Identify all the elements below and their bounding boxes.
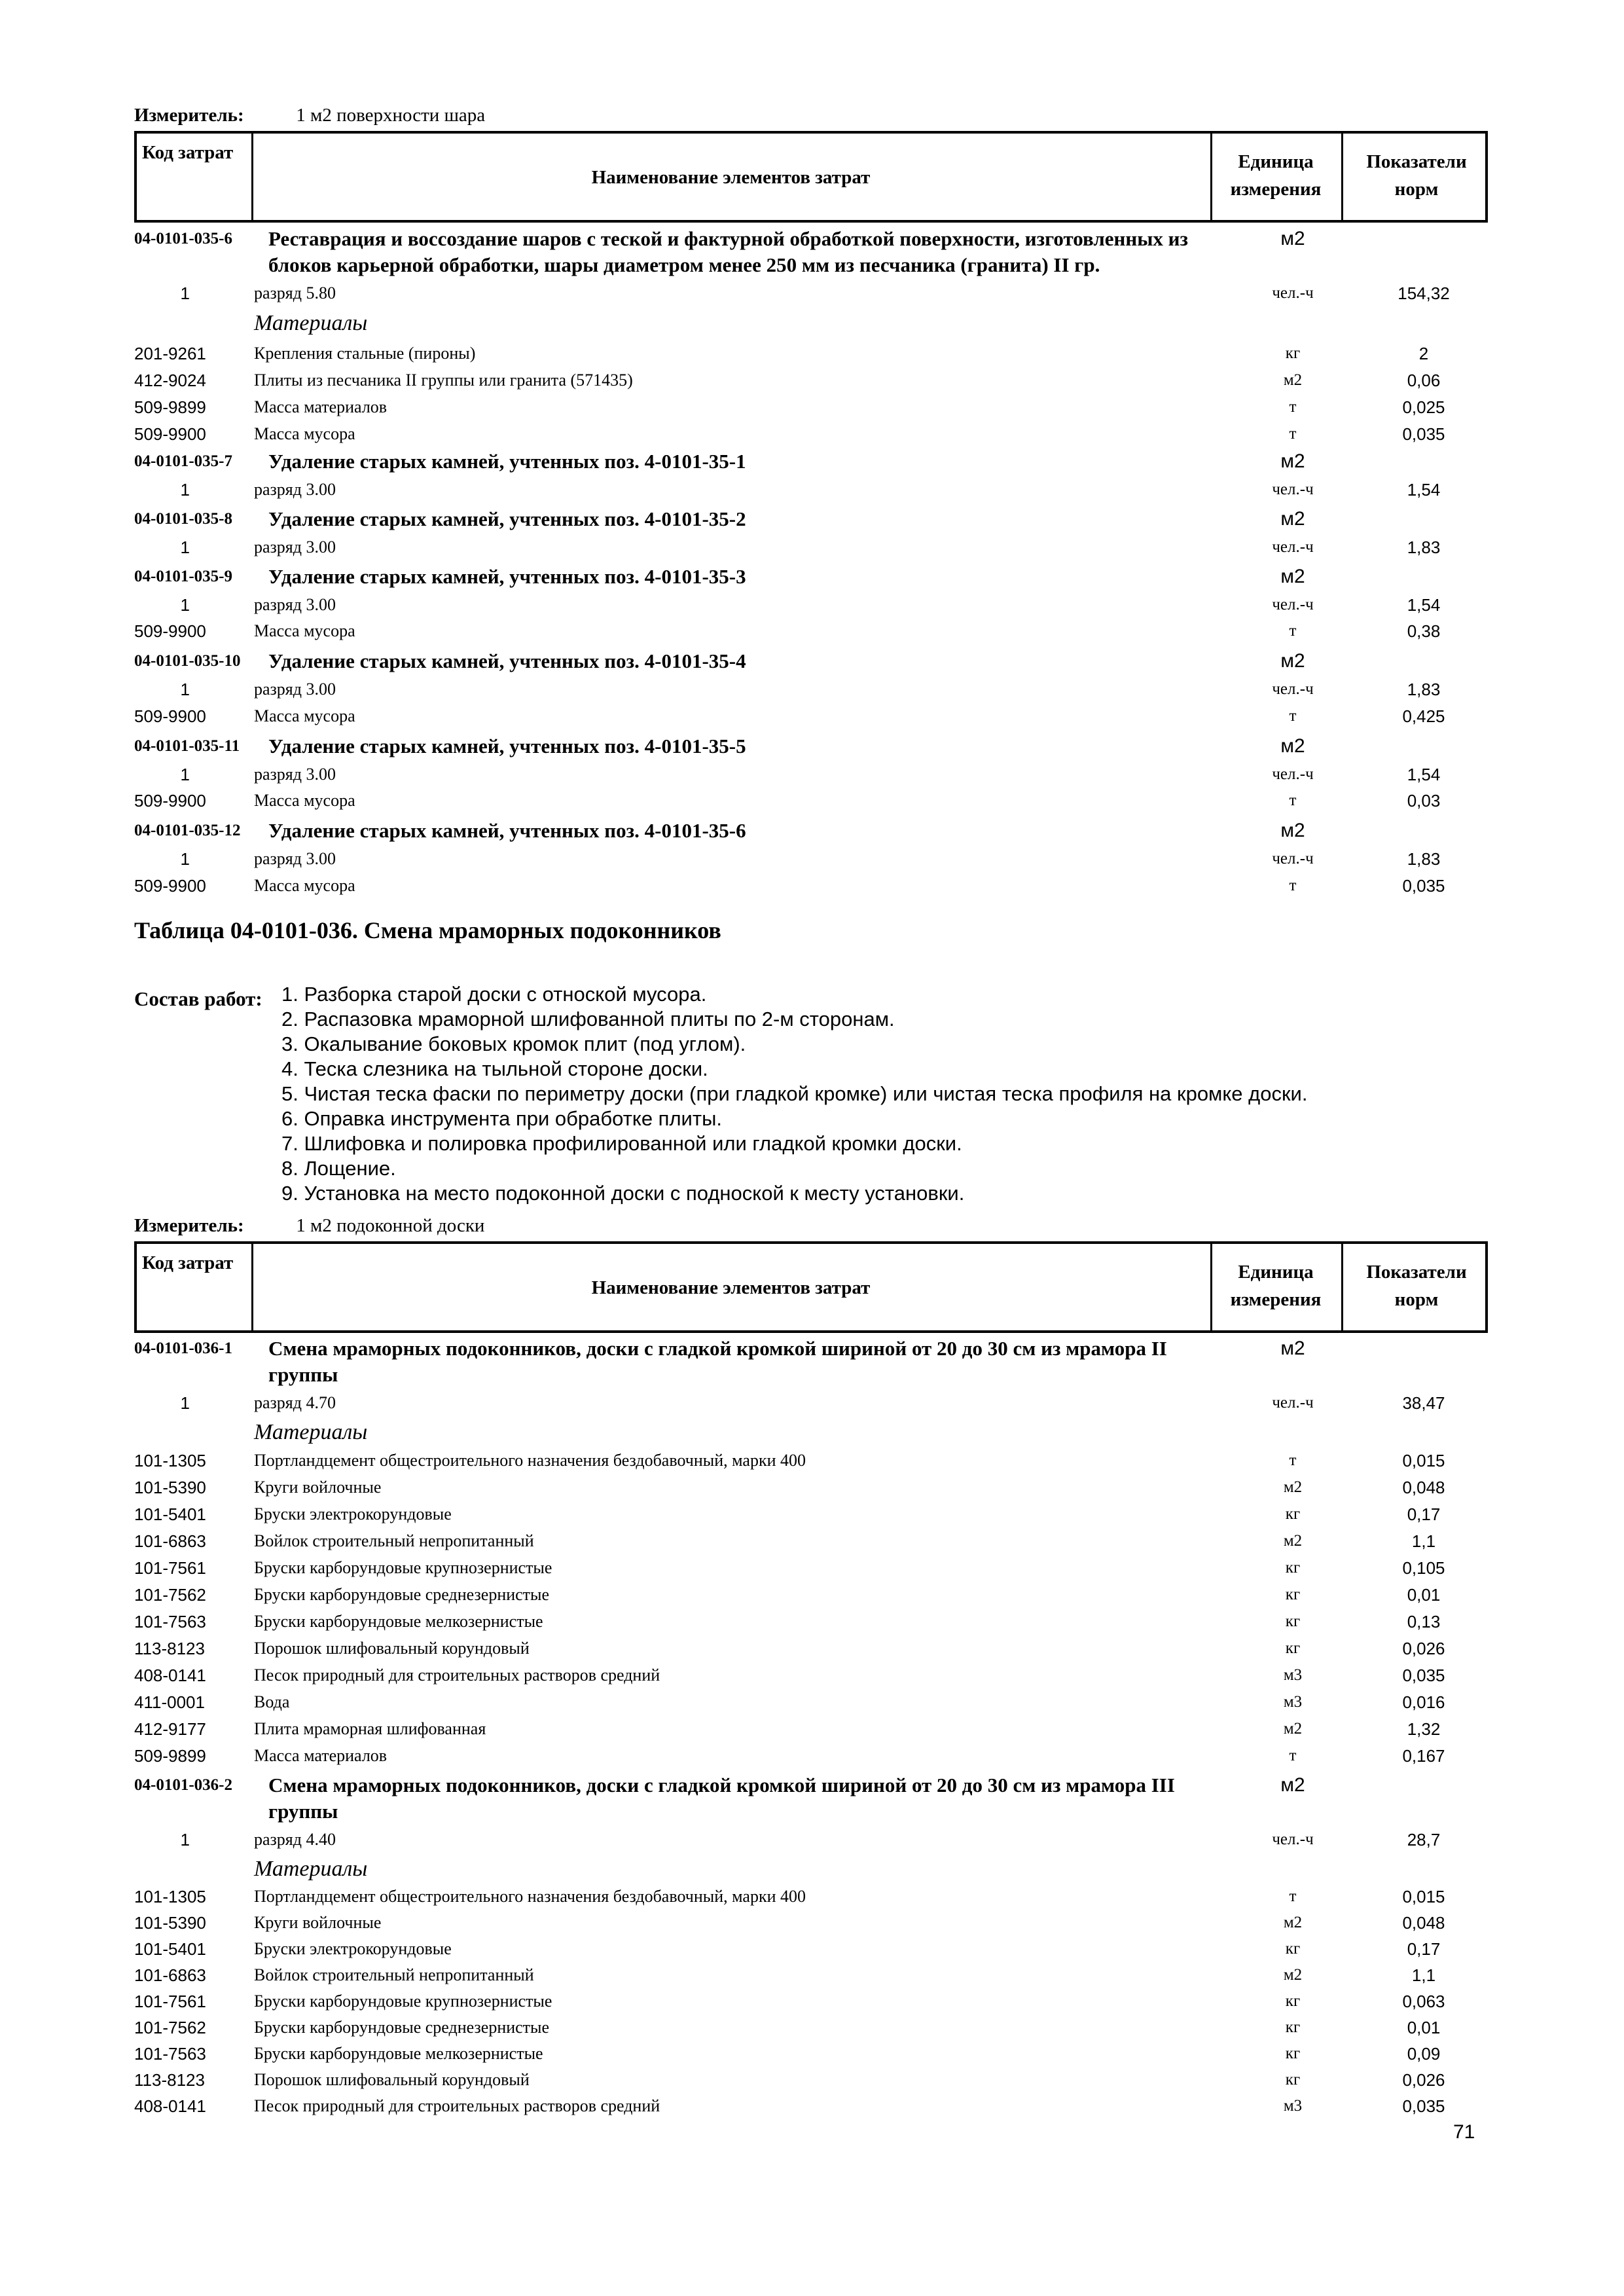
row-code: 101-6863 bbox=[134, 1531, 206, 1551]
row-code: 411-0001 bbox=[134, 1692, 205, 1712]
table-header-2 bbox=[134, 1241, 1488, 1333]
work-step: 9. Установка на место подоконной доски с подноской к месту установки. bbox=[281, 1182, 965, 1205]
row-value: 0,425 bbox=[1402, 706, 1445, 726]
row-unit: т bbox=[1289, 1451, 1297, 1469]
page-number: 71 bbox=[1453, 2121, 1475, 2143]
row-code: 04-0101-036-1 bbox=[134, 1339, 232, 1357]
measure-label: Измеритель: bbox=[134, 105, 244, 126]
row-name: Войлок строительный непропитанный bbox=[254, 1965, 534, 1984]
row-name: разряд 4.70 bbox=[254, 1393, 336, 1412]
work-step: 8. Лощение. bbox=[281, 1157, 396, 1180]
row-unit: м2 bbox=[1280, 450, 1305, 472]
row-unit: кг bbox=[1285, 1639, 1301, 1657]
row-unit: м2 bbox=[1280, 650, 1305, 672]
row-code: 509-9900 bbox=[134, 876, 206, 896]
row-unit: чел.-ч bbox=[1272, 538, 1314, 556]
row-unit: чел.-ч bbox=[1272, 1831, 1314, 1848]
row-value: 28,7 bbox=[1407, 1830, 1441, 1850]
row-name: Бруски электрокорундовые bbox=[254, 1504, 452, 1523]
row-value: 0,063 bbox=[1402, 1992, 1445, 2011]
divider bbox=[1210, 134, 1212, 220]
row-name: разряд 4.40 bbox=[254, 1830, 336, 1849]
row-code: 101-7563 bbox=[134, 1612, 206, 1631]
row-value: 2 bbox=[1418, 344, 1429, 363]
row-value: 0,025 bbox=[1402, 397, 1445, 417]
row-value: 0,035 bbox=[1402, 876, 1445, 896]
row-name: Круги войлочные bbox=[254, 1913, 382, 1932]
row-code: 509-9899 bbox=[134, 397, 206, 417]
row-unit: кг bbox=[1285, 1586, 1301, 1603]
row-code: 101-5390 bbox=[134, 1913, 206, 1933]
row-value: 0,01 bbox=[1407, 1585, 1441, 1605]
row-unit: м2 bbox=[1280, 566, 1305, 587]
row-code: 1 bbox=[180, 538, 190, 557]
row-value: 1,54 bbox=[1407, 480, 1441, 500]
row-value: 0,015 bbox=[1402, 1887, 1445, 1906]
row-unit: м3 bbox=[1283, 1666, 1303, 1684]
row-unit: т bbox=[1289, 398, 1297, 416]
row-unit: кг bbox=[1285, 1940, 1301, 1958]
row-name: Материалы bbox=[254, 1857, 368, 1881]
row-name: Реставрация и воссоздание шаров с теской и фактурной обработкой поверхности, изготовленных из блоков карьерной обработки, шары диаметром менее 250 мм из песчаника (гранита) II гр. bbox=[268, 227, 1189, 276]
row-value: 0,17 bbox=[1407, 1939, 1441, 1959]
row-name: Масса материалов bbox=[254, 1746, 388, 1765]
row-code: 101-7562 bbox=[134, 2018, 206, 2037]
row-code: 04-0101-035-8 bbox=[134, 510, 232, 528]
row-name: Бруски карборундовые крупнозернистые bbox=[254, 1558, 552, 1577]
row-code: 101-5401 bbox=[134, 1939, 206, 1959]
row-unit: т bbox=[1289, 707, 1297, 725]
row-unit: кг bbox=[1285, 344, 1301, 362]
table-row bbox=[0, 226, 1624, 278]
row-unit: чел.-ч bbox=[1272, 680, 1314, 698]
row-unit: м2 bbox=[1280, 820, 1305, 841]
row-unit: м2 bbox=[1280, 735, 1305, 757]
row-name: Бруски электрокорундовые bbox=[254, 1939, 452, 1958]
row-code: 1 bbox=[180, 283, 190, 303]
row-value: 0,035 bbox=[1402, 424, 1445, 444]
row-code: 1 bbox=[180, 1393, 190, 1413]
header-name: Наименование элементов затрат bbox=[591, 1277, 871, 1298]
row-code: 1 bbox=[180, 1830, 190, 1850]
row-value: 1,83 bbox=[1407, 849, 1441, 869]
work-step: 6. Оправка инструмента при обработке плиты. bbox=[281, 1107, 722, 1130]
row-unit: м2 bbox=[1280, 228, 1305, 249]
row-code: 101-5390 bbox=[134, 1478, 206, 1497]
row-name: разряд 3.00 bbox=[254, 595, 336, 614]
row-name: Бруски карборундовые среднезернистые bbox=[254, 2018, 550, 2037]
row-code: 509-9899 bbox=[134, 1746, 206, 1766]
row-name: Смена мраморных подоконников, доски с гладкой кромкой шириной от 20 до 30 см из мрамора III группы bbox=[268, 1774, 1175, 1823]
row-value: 1,1 bbox=[1411, 1965, 1436, 1985]
row-code: 408-0141 bbox=[134, 1666, 206, 1685]
row-name: разряд 5.80 bbox=[254, 283, 336, 302]
row-name: Масса мусора bbox=[254, 621, 355, 640]
measure-label: Измеритель: bbox=[134, 1215, 244, 1236]
row-unit: кг bbox=[1285, 1505, 1301, 1523]
work-step: 7. Шлифовка и полировка профилированной или гладкой кромки доски. bbox=[281, 1132, 962, 1155]
row-value: 0,06 bbox=[1407, 371, 1441, 390]
row-code: 101-6863 bbox=[134, 1965, 206, 1985]
row-name: Бруски карборундовые мелкозернистые bbox=[254, 2044, 543, 2063]
row-value: 0,01 bbox=[1407, 2018, 1441, 2037]
row-code: 509-9900 bbox=[134, 424, 206, 444]
row-name: Песок природный для строительных растворов средний bbox=[254, 1666, 660, 1685]
header-code: Код затрат bbox=[142, 1252, 234, 1273]
row-name: Масса мусора bbox=[254, 876, 355, 895]
work-step: 3. Окалывание боковых кромок плит (под углом). bbox=[281, 1032, 746, 1055]
row-name: Удаление старых камней, учтенных поз. 4-0101-35-1 bbox=[268, 450, 746, 473]
row-unit: м2 bbox=[1280, 1338, 1305, 1359]
row-name: Песок природный для строительных растворов средний bbox=[254, 2096, 660, 2115]
row-code: 113-8123 bbox=[134, 1639, 205, 1658]
row-code: 101-7561 bbox=[134, 1558, 206, 1578]
header-code: Код затрат bbox=[142, 142, 234, 163]
row-code: 509-9900 bbox=[134, 621, 206, 641]
row-name: Удаление старых камней, учтенных поз. 4-0101-35-2 bbox=[268, 507, 746, 530]
row-unit: м2 bbox=[1283, 371, 1303, 389]
divider bbox=[1210, 1244, 1212, 1330]
row-unit: м2 bbox=[1283, 1478, 1303, 1496]
row-name: Портландцемент общестроительного назначения бездобавочный, марки 400 bbox=[254, 1887, 806, 1906]
row-code: 509-9900 bbox=[134, 791, 206, 811]
row-value: 0,048 bbox=[1402, 1913, 1445, 1933]
row-code: 201-9261 bbox=[134, 344, 206, 363]
row-name: Смена мраморных подоконников, доски с гладкой кромкой шириной от 20 до 30 см из мрамора II группы bbox=[268, 1337, 1167, 1386]
row-unit: т bbox=[1289, 425, 1297, 443]
divider bbox=[1341, 134, 1343, 220]
header-unit: Единица измерения bbox=[1230, 151, 1322, 200]
work-step: 4. Теска слезника на тыльной стороне доски. bbox=[281, 1057, 708, 1080]
divider bbox=[1341, 1244, 1343, 1330]
row-unit: м2 bbox=[1280, 1774, 1305, 1796]
row-value: 0,105 bbox=[1402, 1558, 1445, 1578]
row-unit: чел.-ч bbox=[1272, 765, 1314, 783]
row-unit: т bbox=[1289, 1887, 1297, 1905]
table-title: Таблица 04-0101-036. Смена мраморных подоконников bbox=[134, 917, 721, 943]
row-code: 1 bbox=[180, 595, 190, 615]
row-name: Удаление старых камней, учтенных поз. 4-0101-35-5 bbox=[268, 735, 746, 757]
row-value: 0,016 bbox=[1402, 1692, 1445, 1712]
row-name: разряд 3.00 bbox=[254, 765, 336, 784]
row-name: Вода bbox=[254, 1692, 290, 1711]
row-code: 04-0101-035-6 bbox=[134, 230, 232, 247]
row-unit: т bbox=[1289, 877, 1297, 894]
row-value: 0,38 bbox=[1407, 621, 1441, 641]
row-value: 38,47 bbox=[1402, 1393, 1445, 1413]
row-unit: т bbox=[1289, 792, 1297, 809]
row-name: Удаление старых камней, учтенных поз. 4-0101-35-6 bbox=[268, 819, 746, 842]
row-code: 04-0101-036-2 bbox=[134, 1776, 232, 1794]
header-norm: Показатели норм bbox=[1366, 151, 1467, 200]
row-value: 0,015 bbox=[1402, 1451, 1445, 1470]
row-name: Бруски карборундовые мелкозернистые bbox=[254, 1612, 543, 1631]
row-name: Удаление старых камней, учтенных поз. 4-0101-35-4 bbox=[268, 649, 746, 672]
header-norm: Показатели норм bbox=[1366, 1262, 1467, 1310]
row-code: 509-9900 bbox=[134, 706, 206, 726]
row-name: Бруски карборундовые крупнозернистые bbox=[254, 1992, 552, 2011]
row-name: Масса материалов bbox=[254, 397, 388, 416]
row-name: разряд 3.00 bbox=[254, 538, 336, 556]
row-unit: кг bbox=[1285, 1559, 1301, 1576]
row-code: 1 bbox=[180, 480, 190, 500]
row-code: 04-0101-035-10 bbox=[134, 652, 241, 670]
row-code: 412-9177 bbox=[134, 1719, 206, 1739]
row-unit: чел.-ч bbox=[1272, 596, 1314, 613]
row-name: Плиты из песчаника II группы или гранита (571435) bbox=[254, 371, 633, 390]
row-value: 0,03 bbox=[1407, 791, 1441, 811]
row-name: Круги войлочные bbox=[254, 1478, 382, 1497]
row-code: 04-0101-035-12 bbox=[134, 822, 241, 839]
row-value: 0,17 bbox=[1407, 1504, 1441, 1524]
measure-line-2 bbox=[134, 1215, 484, 1237]
row-code: 1 bbox=[180, 765, 190, 784]
work-step: 1. Разборка старой доски с отноской мусора. bbox=[281, 983, 707, 1006]
row-unit: м3 bbox=[1283, 2097, 1303, 2115]
row-unit: чел.-ч bbox=[1272, 481, 1314, 498]
measure-line-1 bbox=[134, 105, 485, 126]
row-code: 04-0101-035-9 bbox=[134, 568, 232, 585]
row-unit: м2 bbox=[1280, 508, 1305, 530]
row-unit: м3 bbox=[1283, 1693, 1303, 1711]
row-value: 0,035 bbox=[1402, 1666, 1445, 1685]
row-name: Масса мусора bbox=[254, 424, 355, 443]
row-name: разряд 3.00 bbox=[254, 849, 336, 868]
row-value: 0,13 bbox=[1407, 1612, 1441, 1631]
row-unit: т bbox=[1289, 622, 1297, 640]
row-code: 408-0141 bbox=[134, 2096, 206, 2116]
row-name: разряд 3.00 bbox=[254, 480, 336, 499]
row-name: Порошок шлифовальный корундовый bbox=[254, 1639, 530, 1658]
row-code: 101-7562 bbox=[134, 1585, 206, 1605]
work-composition-label: Состав работ: bbox=[134, 987, 262, 1010]
row-code: 1 bbox=[180, 849, 190, 869]
measure-value: 1 м2 подоконной доски bbox=[296, 1215, 485, 1236]
row-unit: м2 bbox=[1283, 1532, 1303, 1550]
row-code: 1 bbox=[180, 680, 190, 699]
row-unit: чел.-ч bbox=[1272, 850, 1314, 867]
work-step: 5. Чистая теска фаски по периметру доски (при гладкой кромке) или чистая теска профиля на кромке доски. bbox=[281, 1082, 1308, 1105]
work-steps-list bbox=[281, 982, 1307, 1206]
row-value: 1,83 bbox=[1407, 538, 1441, 557]
row-unit: чел.-ч bbox=[1272, 1394, 1314, 1412]
row-unit: м2 bbox=[1283, 1914, 1303, 1931]
row-value: 0,026 bbox=[1402, 2070, 1445, 2090]
row-value: 0,035 bbox=[1402, 2096, 1445, 2116]
row-unit: кг bbox=[1285, 1613, 1301, 1630]
row-code: 101-7561 bbox=[134, 1992, 206, 2011]
row-code: 04-0101-035-11 bbox=[134, 737, 240, 755]
header-unit: Единица измерения bbox=[1230, 1262, 1322, 1310]
row-value: 0,09 bbox=[1407, 2044, 1441, 2064]
row-code: 113-8123 bbox=[134, 2070, 205, 2090]
row-name: Удаление старых камней, учтенных поз. 4-0101-35-3 bbox=[268, 565, 746, 588]
row-name: разряд 3.00 bbox=[254, 680, 336, 699]
row-name: Крепления стальные (пироны) bbox=[254, 344, 476, 363]
row-value: 1,54 bbox=[1407, 765, 1441, 784]
row-unit: м2 bbox=[1283, 1966, 1303, 1984]
measure-value: 1 м2 поверхности шара bbox=[296, 105, 486, 126]
table-header-1 bbox=[134, 131, 1488, 223]
row-value: 154,32 bbox=[1398, 283, 1450, 303]
row-unit: кг bbox=[1285, 2045, 1301, 2062]
row-value: 0,167 bbox=[1402, 1746, 1445, 1766]
row-name: Порошок шлифовальный корундовый bbox=[254, 2070, 530, 2089]
row-unit: м2 bbox=[1283, 1720, 1303, 1738]
row-code: 101-7563 bbox=[134, 2044, 206, 2064]
row-code: 04-0101-035-7 bbox=[134, 452, 232, 470]
row-name: Бруски карборундовые среднезернистые bbox=[254, 1585, 550, 1604]
row-value: 0,026 bbox=[1402, 1639, 1445, 1658]
row-code: 101-1305 bbox=[134, 1451, 206, 1470]
row-unit: кг bbox=[1285, 2018, 1301, 2036]
row-unit: кг bbox=[1285, 1992, 1301, 2010]
row-unit: т bbox=[1289, 1747, 1297, 1764]
row-value: 0,048 bbox=[1402, 1478, 1445, 1497]
row-code: 101-1305 bbox=[134, 1887, 206, 1906]
work-step: 2. Распазовка мраморной шлифованной плиты по 2-м сторонам. bbox=[281, 1008, 895, 1030]
row-unit: кг bbox=[1285, 2071, 1301, 2088]
row-code: 101-5401 bbox=[134, 1504, 206, 1524]
row-name: Портландцемент общестроительного назначения бездобавочный, марки 400 bbox=[254, 1451, 806, 1470]
row-name: Плита мраморная шлифованная bbox=[254, 1719, 486, 1738]
row-value: 1,32 bbox=[1407, 1719, 1441, 1739]
row-value: 1,83 bbox=[1407, 680, 1441, 699]
row-name: Масса мусора bbox=[254, 706, 355, 725]
row-name: Войлок строительный непропитанный bbox=[254, 1531, 534, 1550]
row-name: Материалы bbox=[254, 1420, 368, 1444]
row-value: 1,1 bbox=[1411, 1531, 1436, 1551]
row-unit: чел.-ч bbox=[1272, 284, 1314, 302]
row-name: Масса мусора bbox=[254, 791, 355, 810]
header-name: Наименование элементов затрат bbox=[591, 167, 871, 188]
row-value: 1,54 bbox=[1407, 595, 1441, 615]
row-code: 412-9024 bbox=[134, 371, 206, 390]
row-name: Материалы bbox=[254, 311, 368, 335]
